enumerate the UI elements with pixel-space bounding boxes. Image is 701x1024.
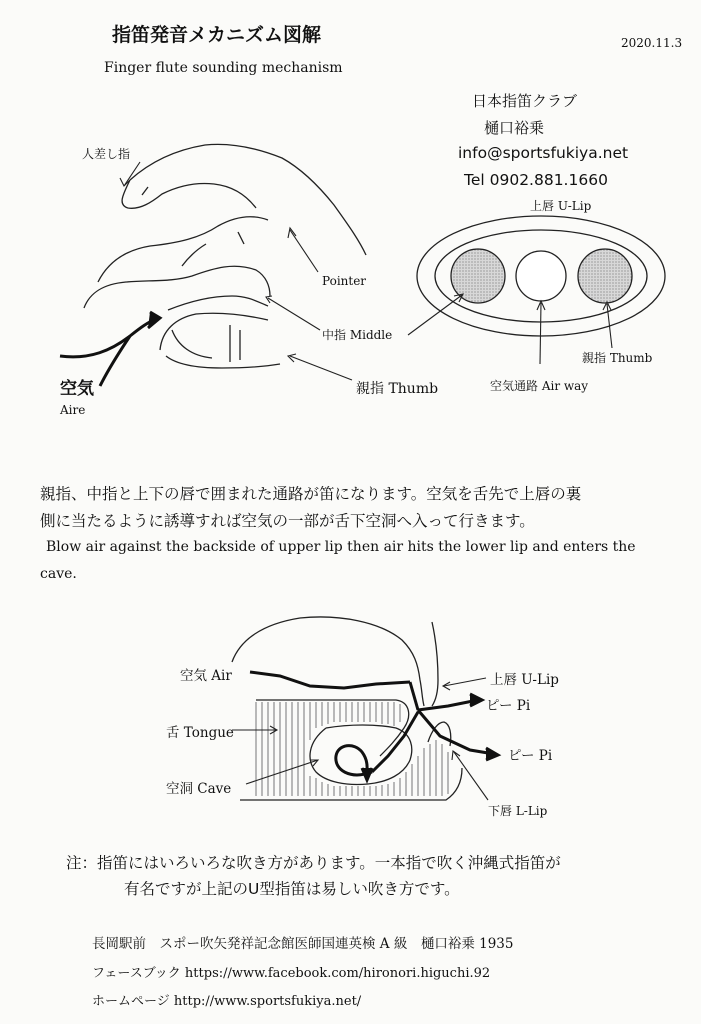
explanation-en-line1: Blow air against the backside of upper lip then air hits the lower lip and enters the (46, 539, 636, 555)
label-air-mouth: 空気 Air (180, 668, 232, 684)
footer-address: 長岡駅前 スポー吹矢発祥記念館医師国連英検 A 級 樋口裕乗 1935 (92, 936, 514, 952)
explanation-jp-line2: 側に当たるように誘導すれば空気の一部が舌下空洞へ入って行きます。 (40, 512, 535, 530)
label-upper-lip-mouth: 上唇 U-Lip (490, 672, 559, 688)
explanation-jp-line1: 親指、中指と上下の唇で囲まれた通路が笛になります。空気を舌先で上唇の裏 (40, 485, 582, 503)
label-air: 空気 (60, 379, 94, 399)
club-tel: Tel 0902.881.1660 (464, 171, 608, 189)
club-person: 樋口裕乗 (484, 119, 545, 137)
label-index-finger: 人差し指 (82, 147, 131, 161)
air-flow-arrows (250, 672, 498, 780)
footer-homepage-link[interactable]: ホームページ http://www.sportsfukiya.net/ (92, 994, 362, 1009)
tongue-hatching (256, 702, 448, 796)
explanation-en-line2: cave. (40, 566, 77, 582)
thumb-circle (578, 249, 632, 303)
label-thumb-lip: 親指 Thumb (582, 351, 653, 365)
page-subtitle: Finger flute sounding mechanism (104, 60, 343, 76)
page-title: 指笛発音メカニズム図解 (112, 24, 322, 46)
label-aire: Aire (60, 403, 86, 417)
label-pointer: Pointer (322, 274, 367, 288)
label-pi-2: ピー Pi (508, 748, 553, 764)
club-email: info@sportsfukiya.net (458, 144, 629, 162)
label-cave: 空洞 Cave (166, 781, 232, 797)
date: 2020.11.3 (621, 36, 683, 50)
label-middle: 中指 Middle (322, 328, 393, 342)
note-line1: 注：指笛にはいろいろな吹き方があります。一本指で吹く沖縄式指笛が (66, 854, 561, 872)
label-pi-1: ピー Pi (486, 698, 531, 714)
footer-facebook-link[interactable]: フェースブック https://www.facebook.com/hironori.higuchi.92 (92, 966, 491, 981)
label-tongue: 舌 Tongue (166, 725, 234, 741)
note-line2: 有名ですが上記のU型指笛は易しい吹き方です。 (124, 880, 460, 898)
label-upper-lip: 上唇 U-Lip (530, 199, 592, 213)
label-lower-lip: 下唇 L-Lip (488, 804, 548, 818)
airway-circle (516, 251, 566, 301)
club-name: 日本指笛クラブ (472, 92, 578, 110)
label-thumb-hand: 親指 Thumb (356, 381, 439, 397)
leader-lines (120, 162, 352, 380)
label-airway: 空気通路 Air way (490, 379, 589, 393)
